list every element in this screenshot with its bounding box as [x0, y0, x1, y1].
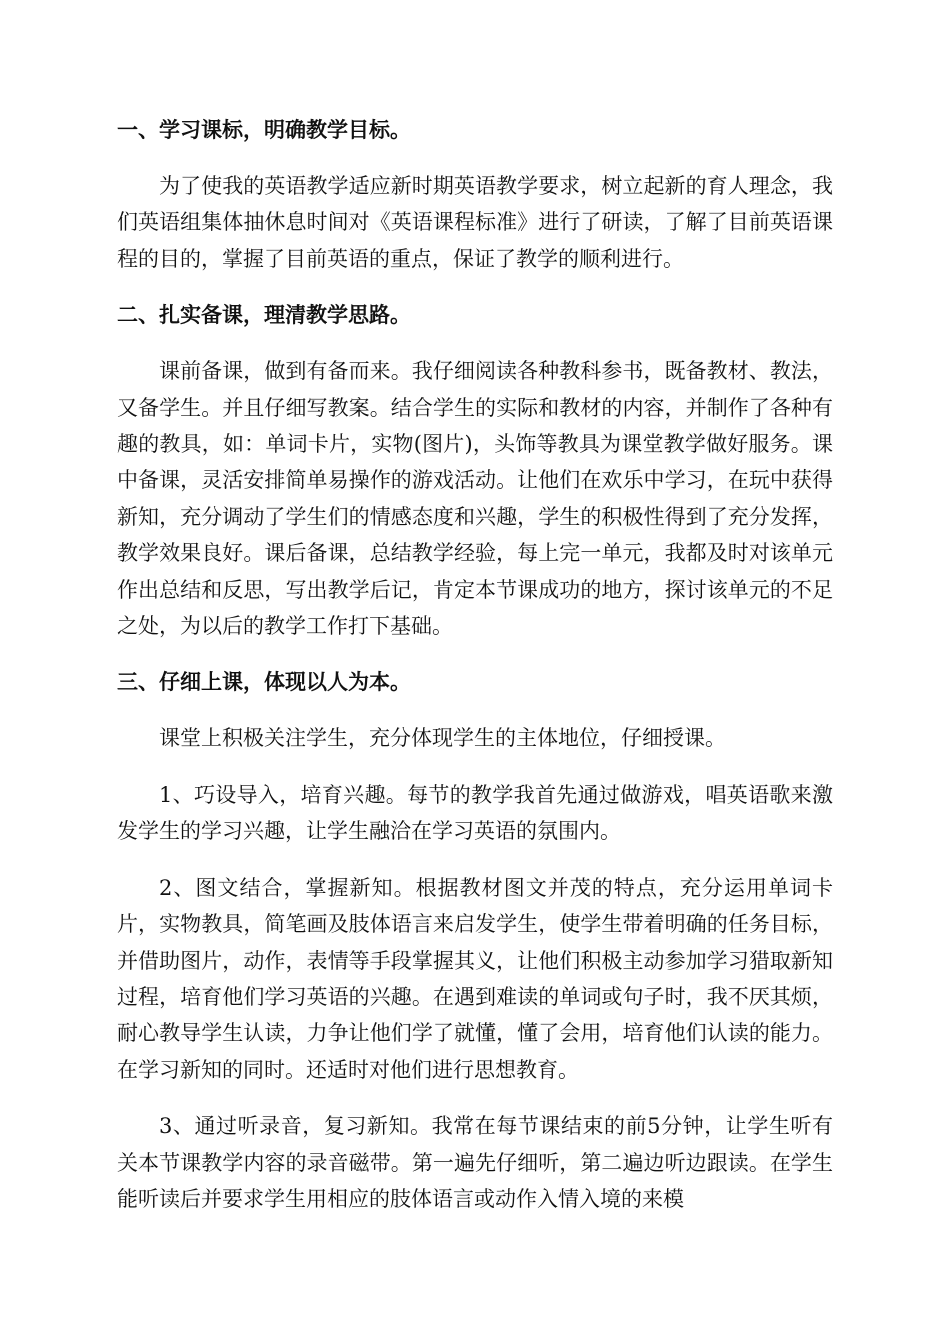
section-3-intro-paragraph: 课堂上积极关注学生，充分体现学生的主体地位，仔细授课。 [159, 726, 726, 751]
section-3-item-1-paragraph: 1、巧设导入，培育兴趣。每节的教学我首先通过做游戏，唱英语歌来激发学生的学习兴趣，让学生融洽在学习英语的氛围内。 [117, 782, 833, 844]
section-heading-1: 一、学习课标，明确教学目标。 [117, 118, 411, 142]
section-heading-2: 二、扎实备课，理清教学思路。 [117, 303, 411, 328]
section-1-paragraph-1: 为了使我的英语教学适应新时期英语教学要求，树立起新的育人理念，我们英语组集体抽休息时间对《英语课程标准》进行了研读，了解了目前英语课程的目的，掌握了目前英语的重点，保证了教学的顺利进行。 [117, 174, 833, 271]
section-3-item-3-paragraph: 3、通过听录音，复习新知。我常在每节课结束的前5分钟，让学生听有关本节课教学内容的录音磁带。第一遍先仔细听，第二遍边听边跟读。在学生能听读后并要求学生用相应的肢体语言或动作入情入境的来模 [117, 1114, 833, 1211]
section-2-paragraph-1: 课前备课，做到有备而来。我仔细阅读各种教科参书，既备教材、教法，又备学生。并且仔细写教案。结合学生的实际和教材的内容，并制作了各种有趣的教具，如：单词卡片，实物(图片)，头饰等教具为课堂教学做好服务。课中备课，灵活安排简单易操作的游戏活动。让他们在欢乐中学习，在玩中获得新知，充分调动了学生们的情感态度和兴趣，学生的积极性得到了充分发挥，教学效果良好。课后备课，总结教学经验，每上完一单元，我都及时对该单元作出总结和反思，写出教学后记，肯定本节课成功的地方，探讨该单元的不足之处，为以后的教学工作打下基础。 [117, 359, 833, 639]
section-heading-3: 三、仔细上课，体现以人为本。 [117, 670, 411, 695]
section-3-item-2-paragraph: 2、图文结合，掌握新知。根据教材图文并茂的特点，充分运用单词卡片，实物教具，简笔画及肢体语言来启发学生，使学生带着明确的任务目标，并借助图片，动作，表情等手段掌握其义，让他们积极主动参加学习猎取新知过程，培育他们学习英语的兴趣。在遇到难读的单词或句子时，我不厌其烦，耐心教导学生认读，力争让他们学了就懂，懂了会用，培育他们认读的能力。在学习新知的同时。还适时对他们进行思想教育。 [117, 875, 833, 1082]
document-body [117, 112, 833, 1217]
